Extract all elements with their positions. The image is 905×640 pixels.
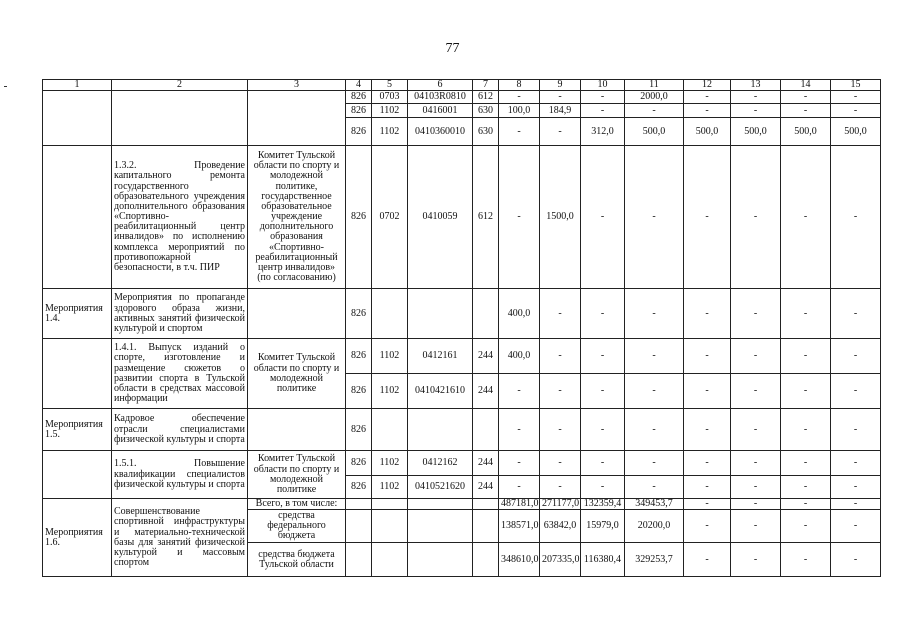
table-cell: - <box>540 409 581 451</box>
table-cell: - <box>625 339 684 374</box>
table-cell: 826 <box>346 476 372 499</box>
table-cell: 1102 <box>372 374 408 409</box>
table-cell: - <box>684 91 731 104</box>
table-cell: - <box>731 499 781 510</box>
table-cell: - <box>781 476 831 499</box>
table-cell: - <box>731 451 781 476</box>
table-cell: 500,0 <box>625 118 684 146</box>
table-row <box>43 409 881 451</box>
header-cell: 1 <box>43 80 112 91</box>
table-cell: - <box>625 146 684 289</box>
empty-cell <box>43 451 112 499</box>
activity-number: Мероприятия 1.5. <box>43 409 112 451</box>
empty-cell <box>473 409 499 451</box>
table-row <box>43 146 881 289</box>
header-cell: 10 <box>581 80 625 91</box>
table-cell: - <box>684 289 731 339</box>
empty-cell <box>473 499 499 510</box>
header-cell: 4 <box>346 80 372 91</box>
table-cell: - <box>625 476 684 499</box>
activity-description: 1.5.1. Повышение квалификации специалистов физической культуры и спорта <box>112 451 248 499</box>
table-cell: - <box>684 476 731 499</box>
table-cell: 0410521620 <box>408 476 473 499</box>
table-cell: 0703 <box>372 91 408 104</box>
page-number: 77 <box>445 41 460 56</box>
table-cell: 1102 <box>372 476 408 499</box>
margin-mark <box>4 86 7 87</box>
table-cell: - <box>684 409 731 451</box>
table-cell: - <box>731 104 781 118</box>
table-cell: - <box>731 339 781 374</box>
table-cell: - <box>625 289 684 339</box>
empty-cell <box>372 409 408 451</box>
empty-cell <box>248 91 346 146</box>
table-cell: - <box>781 289 831 339</box>
table-cell: 826 <box>346 146 372 289</box>
table-cell: 312,0 <box>581 118 625 146</box>
empty-cell <box>346 543 372 577</box>
table-cell: 826 <box>346 104 372 118</box>
table-cell: 244 <box>473 374 499 409</box>
table-cell: - <box>831 510 881 543</box>
funding-total-label: Всего, в том числе: <box>248 499 346 510</box>
table-cell: - <box>581 451 625 476</box>
empty-cell <box>473 543 499 577</box>
table-cell: - <box>625 409 684 451</box>
table-row <box>43 91 881 104</box>
table-cell: 20200,0 <box>625 510 684 543</box>
empty-cell <box>43 339 112 409</box>
table-cell: - <box>540 451 581 476</box>
table-cell: - <box>684 146 731 289</box>
header-cell: 13 <box>731 80 781 91</box>
table-cell: 100,0 <box>499 104 540 118</box>
table-cell: - <box>781 451 831 476</box>
activity-number: Мероприятия 1.6. <box>43 499 112 577</box>
table-cell: - <box>581 146 625 289</box>
table-cell: 15979,0 <box>581 510 625 543</box>
table-cell: - <box>831 451 881 476</box>
empty-cell <box>473 510 499 543</box>
table-cell: 826 <box>346 118 372 146</box>
table-cell: 0412162 <box>408 451 473 476</box>
table-row <box>43 289 881 339</box>
table-cell: - <box>581 339 625 374</box>
table-cell: 04103R0810 <box>408 91 473 104</box>
table-cell: - <box>684 543 731 577</box>
table-cell: 244 <box>473 476 499 499</box>
table-cell: 400,0 <box>499 289 540 339</box>
activity-number: Мероприятия 1.4. <box>43 289 112 339</box>
table-cell: - <box>831 374 881 409</box>
table-cell: 826 <box>346 339 372 374</box>
table-cell: 0410421610 <box>408 374 473 409</box>
table-cell: 400,0 <box>499 339 540 374</box>
funding-source-label: средства бюджета Тульской области <box>248 543 346 577</box>
activity-description: Совершенствование спортивной инфраструктуры и материально-технической базы для занятий физической культурой и массовым спортом <box>112 499 248 577</box>
table-row <box>43 499 881 510</box>
header-cell: 2 <box>112 80 248 91</box>
header-cell: 11 <box>625 80 684 91</box>
empty-cell <box>372 510 408 543</box>
header-cell: 14 <box>781 80 831 91</box>
table-cell: 116380,4 <box>581 543 625 577</box>
table-cell: - <box>731 543 781 577</box>
empty-cell <box>408 289 473 339</box>
empty-cell <box>473 289 499 339</box>
header-cell: 15 <box>831 80 881 91</box>
empty-cell <box>248 289 346 339</box>
table-cell: - <box>499 476 540 499</box>
table-cell: - <box>781 91 831 104</box>
table-cell: 244 <box>473 339 499 374</box>
table-cell: - <box>499 91 540 104</box>
table-cell: - <box>731 476 781 499</box>
empty-cell <box>408 499 473 510</box>
table-cell: 0412161 <box>408 339 473 374</box>
table-cell: 487181,0 <box>499 499 540 510</box>
table-cell: 612 <box>473 146 499 289</box>
table-cell: - <box>625 451 684 476</box>
table-cell: 826 <box>346 289 372 339</box>
header-cell: 7 <box>473 80 499 91</box>
table-cell: 132359,4 <box>581 499 625 510</box>
table-cell: - <box>831 499 881 510</box>
table-cell: 0410059 <box>408 146 473 289</box>
empty-cell <box>346 499 372 510</box>
table-cell: - <box>781 146 831 289</box>
table-cell: 630 <box>473 104 499 118</box>
table-cell: - <box>831 104 881 118</box>
table-cell: 271177,0 <box>540 499 581 510</box>
table-cell: 244 <box>473 451 499 476</box>
empty-cell <box>112 91 248 146</box>
table-cell: 826 <box>346 374 372 409</box>
table-cell: 1102 <box>372 339 408 374</box>
header-cell: 3 <box>248 80 346 91</box>
empty-cell <box>372 543 408 577</box>
empty-cell <box>408 409 473 451</box>
table-cell: - <box>831 476 881 499</box>
table-cell: 612 <box>473 91 499 104</box>
table-cell: 826 <box>346 91 372 104</box>
table-cell: - <box>731 289 781 339</box>
table-cell: - <box>499 451 540 476</box>
empty-cell <box>43 91 112 146</box>
header-cell: 6 <box>408 80 473 91</box>
table-cell: - <box>540 91 581 104</box>
table-cell: - <box>781 409 831 451</box>
table-cell: - <box>684 451 731 476</box>
table-cell: - <box>831 146 881 289</box>
empty-cell <box>372 499 408 510</box>
empty-cell <box>346 510 372 543</box>
table-cell: - <box>731 91 781 104</box>
budget-table <box>42 79 881 577</box>
table-cell: 1102 <box>372 104 408 118</box>
table-cell: 1102 <box>372 118 408 146</box>
table-cell: - <box>499 146 540 289</box>
table-cell: - <box>831 91 881 104</box>
table-cell: - <box>731 374 781 409</box>
executor-cell: Комитет Тульской области по спорту и молодежной политике <box>248 451 346 499</box>
activity-description: 1.4.1. Выпуск изданий о спорте, изготовление и размещение сюжетов о развитии спорта в Тульской области в средствах массовой информации <box>112 339 248 409</box>
table-cell: - <box>499 409 540 451</box>
table-cell: - <box>831 543 881 577</box>
table-cell: - <box>625 374 684 409</box>
table-cell: - <box>781 543 831 577</box>
table-cell: - <box>581 91 625 104</box>
table-cell: - <box>625 104 684 118</box>
table-cell: - <box>781 339 831 374</box>
table-cell: - <box>731 146 781 289</box>
table-row <box>43 451 881 476</box>
executor-cell: Комитет Тульской области по спорту и молодежной политике <box>248 339 346 409</box>
empty-cell <box>408 543 473 577</box>
table-cell: - <box>831 289 881 339</box>
table-row <box>43 339 881 374</box>
activity-description: 1.3.2. Проведение капитального ремонта государственного образовательного учреждения дополнительного образования «Спортивно-реабилитационный центр инвалидов» по исполнению комплекса мероприятий по противопожарной безопасности, в т.ч. ПИР <box>112 146 248 289</box>
table-cell: 826 <box>346 409 372 451</box>
table-cell: 63842,0 <box>540 510 581 543</box>
table-cell: - <box>684 510 731 543</box>
table-cell: - <box>581 476 625 499</box>
table-cell: - <box>540 476 581 499</box>
table-cell: 184,9 <box>540 104 581 118</box>
empty-cell <box>43 146 112 289</box>
table-cell: 1102 <box>372 451 408 476</box>
empty-cell <box>408 510 473 543</box>
table-cell: - <box>540 289 581 339</box>
table-cell: 349453,7 <box>625 499 684 510</box>
table-cell: 500,0 <box>731 118 781 146</box>
table-cell: - <box>781 104 831 118</box>
header-cell: 5 <box>372 80 408 91</box>
table-cell: - <box>684 104 731 118</box>
table-cell: - <box>581 104 625 118</box>
budget-table-sheet <box>42 79 881 577</box>
table-cell: 630 <box>473 118 499 146</box>
table-cell: - <box>581 374 625 409</box>
table-cell: - <box>581 289 625 339</box>
table-cell: - <box>731 510 781 543</box>
table-cell: 826 <box>346 451 372 476</box>
table-cell: 500,0 <box>781 118 831 146</box>
table-cell: 0410360010 <box>408 118 473 146</box>
table-cell: - <box>831 339 881 374</box>
table-cell: - <box>831 409 881 451</box>
table-cell: 329253,7 <box>625 543 684 577</box>
table-cell: 500,0 <box>684 118 731 146</box>
table-cell: 1500,0 <box>540 146 581 289</box>
table-cell: - <box>781 499 831 510</box>
header-row <box>43 80 881 91</box>
table-cell: - <box>581 409 625 451</box>
table-cell: - <box>731 409 781 451</box>
table-cell: 207335,0 <box>540 543 581 577</box>
header-cell: 12 <box>684 80 731 91</box>
table-cell: - <box>499 374 540 409</box>
table-cell: - <box>781 510 831 543</box>
table-cell: 0702 <box>372 146 408 289</box>
table-cell: 500,0 <box>831 118 881 146</box>
executor-cell: Комитет Тульской области по спорту и молодежной политике, государственное образовательное учреждение дополнительного образования «Спортивно-реабилитационный центр инвалидов» (по согласованию) <box>248 146 346 289</box>
empty-cell <box>248 409 346 451</box>
table-cell: 0416001 <box>408 104 473 118</box>
table-cell: - <box>684 339 731 374</box>
table-cell: - <box>540 118 581 146</box>
table-cell: 348610,0 <box>499 543 540 577</box>
header-cell: 9 <box>540 80 581 91</box>
table-cell: 2000,0 <box>625 91 684 104</box>
funding-source-label: средства федерального бюджета <box>248 510 346 543</box>
table-cell: - <box>540 339 581 374</box>
table-cell: - <box>684 374 731 409</box>
table-cell: - <box>499 118 540 146</box>
activity-description: Кадровое обеспечение отрасли специалистами физической культуры и спорта <box>112 409 248 451</box>
header-cell: 8 <box>499 80 540 91</box>
activity-description: Мероприятия по пропаганде здорового образа жизни, активных занятий физической культурой и спортом <box>112 289 248 339</box>
table-cell: - <box>781 374 831 409</box>
table-cell: - <box>540 374 581 409</box>
table-cell: - <box>684 499 731 510</box>
empty-cell <box>372 289 408 339</box>
table-cell: 138571,0 <box>499 510 540 543</box>
